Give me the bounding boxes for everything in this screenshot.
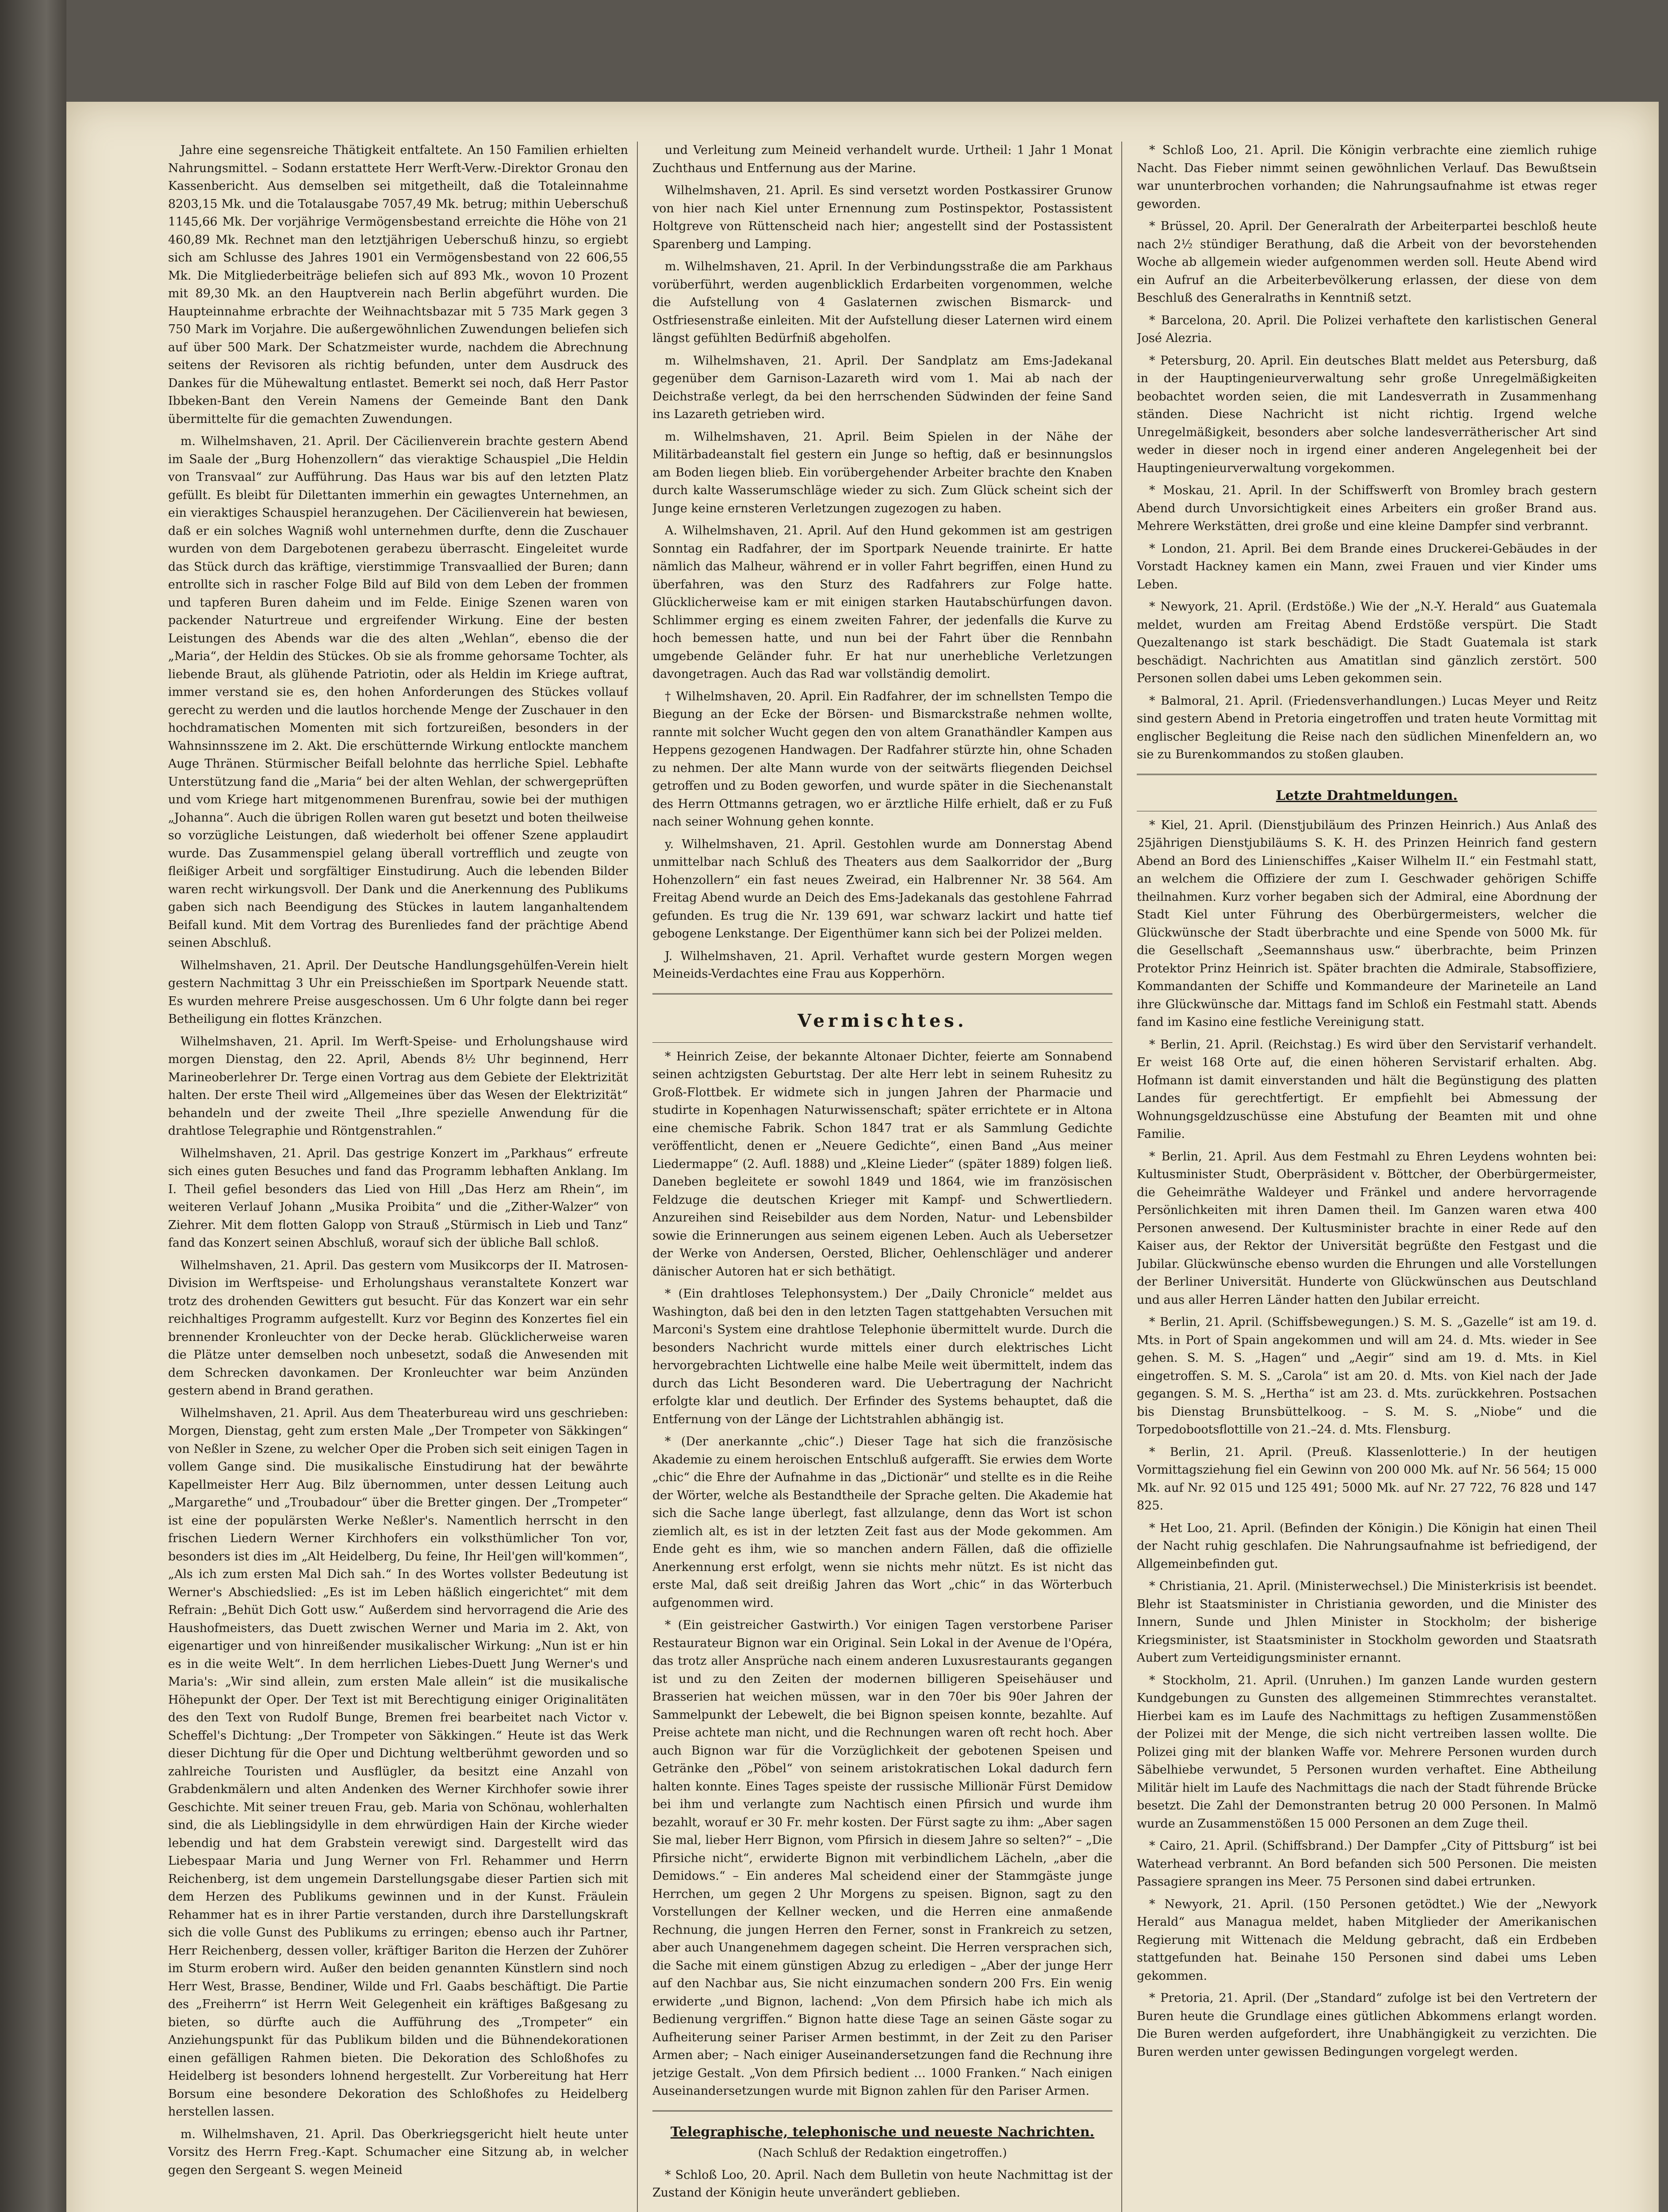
column-rule [637, 142, 638, 2212]
article-paragraph: * (Der anerkannte „chic“.) Dieser Tage hat sich die französische Akademie zu einem heroischen Entschluß aufgerafft. Sie erwies dem Worte „chic“ die Ehre der Aufnahme in das „Dictionär“ und stellte es in die Reihe der Wörter, welche als Bestandtheile der Sprache gelten. Die Akademie hat sich die Sache lange überlegt, fast allzulange, denn das Wort ist schon ziemlich alt, es ist in der letzten Zeit fast aus der Mode gekommen. Am Ende geht es ihm, wie so manchen andern Fällen, daß die offizielle Anerkennung erst erfolgt, wenn sie nichts mehr nützt. Es ist nicht das erste Mal, daß seit dreißig Jahren das Wort „chic“ in das Wörterbuch aufgenommen wird. [652, 1435, 1112, 1610]
article-paragraph: † Wilhelmshaven, 20. April. Ein Radfahrer, der im schnellsten Tempo die Biegung an der Ecke der Börsen- und Bismarckstraße nehmen wollte, rannte mit solcher Wucht gegen den von altem Granathändler Kampen aus Heppens gezogenen Handwagen. Der Radfahrer stürzte hin, ohne Schaden zu nehmen. Der alte Mann wurde von der seitwärts fliegenden Deichsel getroffen und zu Boden geworfen, und wurde später in die Siechenanstalt des Herrn Ottmanns getragen, wo er ärztliche Hilfe erhielt, daß er zu Fuß nach seiner Wohnung gehen konnte. [652, 689, 1112, 829]
article-paragraph: m. Wilhelmshaven, 21. April. In der Verbindungsstraße die am Parkhaus vorüberführt, werden augenblicklich Erdarbeiten vorgenommen, welche die Aufstellung von 4 Gaslaternen zwischen Bismarck- und Ostfriesenstraße einleiten. Mit der Aufstellung dieser Laternen wird einem längst gefühlten Bedürfniß abgeholfen. [652, 260, 1112, 345]
article-paragraph: m. Wilhelmshaven, 21. April. Der Cäcilienverein brachte gestern Abend im Saale der „Burg Hohenzollern“ das vieraktige Schauspiel „Die Heldin von Transvaal“ zur Aufführung. Das Haus war bis auf den letzten Platz gefüllt. Es bleibt für Dilettanten immerhin ein gewagtes Unternehmen, an ein vieraktiges Schauspiel heranzugehen. Der Cäcilienverein hat bewiesen, daß er ein solches Wagniß wohl unternehmen durfte, denn die Zuschauer wurden von dem Dargebotenen gerabezu überrascht. Eingeleitet wurde das Stück durch das kräftige, vierstimmige Transvaallied der Buren; dann entrollte sich in rascher Folge Bild auf Bild von dem Leben der frommen und tapferen Buren daheim und im Felde. Einige Szenen waren von packender Naturtreue und ergreifender Wirkung. Eine der besten Leistungen des Abends war die des alten „Wehlan“, ebenso die der „Maria“, der Heldin des Stückes. Ob sie als fromme gehorsame Tochter, als liebende Braut, als glühende Patriotin, oder als Heldin im Kriege auftrat, immer verstand sie es, den hohen Anforderungen des Stückes vollauf gerecht zu werden und die lautlos horchende Menge der Zuschauer in den hochdramatischen Momenten mit sich fortzureißen, besonders in der Wahnsinnsszene im 2. Akt. Die erschütternde Wirkung entlockte manchem Auge Thränen. Stürmischer Beifall belohnte das herrliche Spiel. Lebhafte Unterstützung fand die „Maria“ bei der alten Wehlan, der schwergeprüften und vom Kriege hart mitgenommenen Burenfrau, sowie bei der muthigen „Johanna“. Auch die übrigen Rollen waren gut besetzt und boten theilweise so vorzügliche Leistungen, daß wiederholt bei offener Szene applaudirt wurde. Das Zusammenspiel gelang überall vortrefflich und zeugte von fleißiger Arbeit und sorgfältiger Einstudirung. Auch die lebenden Bilder waren recht wirkungsvoll. Der Dank und die Anerkennung des Publikums gaben sich nach Beendigung des Stückes in lautem langanhaltendem Beifall kund. Mit dem Vortrag des Burenliedes fand der prächtige Abend seinen Abschluß. [168, 434, 628, 950]
article-paragraph: * Het Loo, 21. April. (Befinden der Königin.) Die Königin hat einen Theil der Nacht ruhig geschlafen. Die Nahrungsaufnahme ist befriedigend, der Allgemeinbefinden gut. [1137, 1521, 1597, 1571]
section-divider [652, 1042, 1112, 1043]
article-paragraph: * Berlin, 21. April. (Preuß. Klassenlotterie.) In der heutigen Vormittagsziehung fiel ein Gewinn von 200 000 Mk. auf Nr. 56 564; 15 000 Mk. auf Nr. 92 015 und 125 491; 5000 Mk. auf Nr. 27 722, 76 828 und 147 825. [1137, 1445, 1597, 1513]
article-paragraph: * Heinrich Zeise, der bekannte Altonaer Dichter, feierte am Sonnabend seinen achtzigsten Geburtstag. Der alte Herr lebt in seinem Ruhesitz zu Groß-Flottbek. Er widmete sich in jungen Jahren der Pharmacie und studirte in Kopenhagen Naturwissenschaft; später errichtete er in Altona eine chemische Fabrik. Schon 1847 trat er als Sammlung Gedichte veröffentlicht, denen er „Neuere Gedichte“, einen Band „Aus meiner Liedermappe“ (2. Aufl. 1888) und „Kleine Lieder“ (später 1889) folgen ließ. Daneben begleitete er sowohl 1849 und 1864, wie im französischen Feldzuge die deutschen Krieger mit Kampf- und Schwertliedern. Anzureihen sind Reisebilder aus dem Norden, Natur- und Lebensbilder sowie die Erinnerungen aus seinem eigenen Leben. Auch als Uebersetzer der Werke von Andersen, Oersted, Blicher, Oehlenschläger und anderer dänischer Autoren hat er sich bethätigt. [652, 1049, 1112, 1279]
article-paragraph: * Berlin, 21. April. (Schiffsbewegungen.) S. M. S. „Gazelle“ ist am 19. d. Mts. in Port of Spain angekommen und will am 24. d. Mts. wieder in See gehen. S. M. S. „Hagen“ und „Aegir“ sind am 19. d. Mts. in Kiel eingetroffen. S. M. S. „Carola“ ist am 20. d. Mts. von Kiel nach der Jade gegangen. S. M. S. „Hertha“ ist am 23. d. Mts. zurückkehren. Postsachen bis Dienstag Brunsbüttelkoog. – S. M. S. „Niobe“ und die Torpedobootsflottille von 21.–24. d. Mts. Flensburg. [1137, 1315, 1597, 1436]
section-divider [652, 993, 1112, 995]
article-paragraph: * London, 21. April. Bei dem Brande eines Druckerei-Gebäudes in der Vorstadt Hackney kamen ein Mann, zwei Frauen und vier Kinder ums Leben. [1137, 541, 1597, 591]
article-paragraph: y. Wilhelmshaven, 21. April. Gestohlen wurde am Donnerstag Abend unmittelbar nach Schluß des Theaters aus dem Saalkorridor der „Burg Hohenzollern“ ein fast neues Zweirad, ein Halbrenner Nr. 38 564. Am Freitag Abend wurde an Deich des Ems-Jadekanals das gestohlene Fahrrad gefunden. Es trug die Nr. 139 691, war schwarz lackirt und hatte tief gebogene Lenkstange. Der Eigenthümer kann sich bei der Polizei melden. [652, 837, 1112, 941]
column-right [1137, 142, 1597, 2212]
article-paragraph: Wilhelmshaven, 21. April. Der Deutsche Handlungsgehülfen-Verein hielt gestern Nachmittag 3 Uhr ein Preisschießen im Sportpark Neuende statt. Es wurden mehrere Preise ausgeschossen. Um 6 Uhr folgte dann bei reger Betheiligung ein flottes Kränzchen. [168, 958, 628, 1026]
article-paragraph: m. Wilhelmshaven, 21. April. Der Sandplatz am Ems-Jadekanal gegenüber dem Garnison-Lazareth wird vom 1. Mai ab nach der Deichstraße verlegt, da bei den herrschenden Südwinden der feine Sand ins Lazareth getrieben wird. [652, 353, 1112, 421]
article-paragraph: * Newyork, 21. April. (Erdstöße.) Wie der „N.-Y. Herald“ aus Guatemala meldet, wurden am Freitag Abend Erdstöße verspürt. Die Stadt Quezaltenango ist stark beschädigt. Die Stadt Guatemala ist stark beschädigt. Nachrichten aus Amatitlan sind gänzlich zerstört. 500 Personen sollen dabei ums Leben gekommen sein. [1137, 600, 1597, 685]
article-paragraph: * Moskau, 21. April. In der Schiffswerft von Bromley brach gestern Abend durch Unvorsichtigkeit eines Arbeiters ein großer Brand aus. Mehrere Werkstätten, drei große und eine kleine Dampfer sind verbrannt. [1137, 484, 1597, 533]
article-paragraph: * Barcelona, 20. April. Die Polizei verhaftete den karlistischen General José Alezria. [1137, 313, 1597, 345]
binding-edge [0, 0, 66, 2212]
section-divider [1137, 774, 1597, 775]
article-paragraph: * Berlin, 21. April. (Reichstag.) Es wird über den Servistarif verhandelt. Er weist 168 Orte auf, die einen höheren Servistarif erhalten. Abg. Hofmann ist damit einverstanden und hält die Begünstigung des platten Landes für gerechtfertigt. Er empfiehlt bei Abmessung der Wohnungsgeldzuschüsse eine Abstufung der Beamten mit und ohne Familie. [1137, 1037, 1597, 1141]
section-title-miscellaneous: Vermischtes. [798, 1010, 967, 1031]
article-paragraph: * Schloß Loo, 21. April. Die Königin verbrachte eine ziemlich ruhige Nacht. Das Fieber nimmt seinen gewöhnlichen Verlauf. Das Bewußtsein war ununterbrochen vorhanden; die Nahrungsaufnahme ist etwas reger geworden. [1137, 143, 1597, 211]
article-paragraph: * Stockholm, 21. April. (Unruhen.) Im ganzen Lande wurden gestern Kundgebungen zu Gunsten des allgemeinen Stimmrechtes veranstaltet. Hierbei kam es im Laufe des Nachmittags zu heftigen Zusammenstößen der Polizei mit der Menge, die sich nicht vertreiben lassen wollte. Die Polizei ging mit der blanken Waffe vor. Mehrere Personen wurden durch Säbelhiebe verwundet, 5 Personen wurden verhaftet. Eine Abtheilung Militär hielt im Laufe des Nachmittags die nach der Stadt führende Brücke besetzt. Die Zahl der Demonstranten betrug 20 000 Personen. In Malmö wurde an Zusammenstößen 15 000 Personen an dem Zuge theil. [1137, 1673, 1597, 1831]
article-paragraph: * (Ein geistreicher Gastwirth.) Vor einigen Tagen verstorbene Pariser Restaurateur Bignon war ein Original. Sein Lokal in der Avenue de l'Opéra, das trotz aller Ansprüche nach einem anderen Luxusrestaurants gegangen ist und zu den Zeiten der modernen billigeren Speisehäuser und Brasserien hat weichen müssen, war in den 70er bis 90er Jahren der Sammelpunkt der Lebewelt, die bei Bignon speisen konnte, bezahlte. Auf Preise achtete man nicht, und die Rechnungen waren oft recht hoch. Aber auch Bignon war für die Vorzüglichkeit der gebotenen Speisen und Getränke den „Pöbel“ von seinem aristokratischen Lokal dadurch fern halten konnte. Eines Tages speiste der russische Millionär Fürst Demidow bei ihm und verlangte zum Nachtisch einen Pfirsich und wurde ihm bezahlt, worauf er 30 Fr. mehr kosten. Der Fürst sagte zu ihm: „Aber sagen Sie mal, lieber Herr Bignon, vom Pfirsich in diesem Jahre so selten?“ – „Die Pfirsiche nicht“, erwiderte Bignon mit verbindlichem Lächeln, „aber die Demidows.“ – Ein anderes Mal scheidend einer der Stammgäste junge Herrchen, um gegen 2 Uhr Morgens zu speisen. Bignon, sagt zu den Vorstellungen der Kellner wecken, und die Herren eine anmaßende Rechnung, die jungen Herren den Ferner, sonst in Frankreich zu setzen, aber auch Unangenehmem dagegen scheint. Die Herren versprachen sich, die Sache mit einem günstigen Abzug zu erledigen – „Aber der junge Herr auf den Nachbar aus, Sie nicht einzumachen sondern 200 Frs. Ein wenig erwiderte „und Bignon, lachend: „Von dem Pfirsich habe ich mich als Bedienung vergriffen.“ Bignon hatte diese Tage an seinen Gäste sogar zu Aufheiterung seiner Pariser Armen bestimmt, in der Zeit zu den Pariser Armen aber; – Nach einiger Auseinandersetzungen fand die Rechnung ihre jetzige Gestalt. „Von dem Pfirsich bedient … 1000 Franken.“ Nach einigen Auseinandersetzungen wurde mit Bignon zahlen für den Pariser Armen. [652, 1618, 1112, 2098]
article-paragraph: * (Ein drahtloses Telephonsystem.) Der „Daily Chronicle“ meldet aus Washington, daß bei den in den letzten Tagen stattgehabten Versuchen mit Marconi's System eine drahtlose Telephonie übermittelt wurde. Durch die besonders Nachricht wurde mittels einer durch elektrisches Licht hervorgebrachten Lichtwelle eine halbe Meile weit übermittelt, indem das durch das Licht Besonderen ward. Die Uebertragung der Nachricht erfolgte klar und deutlich. Der Erfinder des Systems behauptet, daß die Entfernung von der Länge der Lichtstrahlen abhängig ist. [652, 1287, 1112, 1426]
article-paragraph: m. Wilhelmshaven, 21. April. Beim Spielen in der Nähe der Militärbadeanstalt fiel gestern ein Junge so heftig, daß er besinnungslos am Boden liegen blieb. Ein vorübergehender Arbeiter brachte den Knaben durch kalte Wasserumschläge wieder zu sich. Zum Glück scheint sich der Junge keine ernsteren Verletzungen zugezogen zu haben. [652, 430, 1112, 515]
article-paragraph: Wilhelmshaven, 21. April. Es sind versetzt worden Postkassirer Grunow von hier nach Kiel unter Ernennung zum Postinspektor, Postassistent Holtgreve von Rüttenscheid nach hier; angestellt sind der Postassistent Sparenberg und Lamping. [652, 184, 1112, 251]
article-paragraph: * Kiel, 21. April. (Dienstjubiläum des Prinzen Heinrich.) Aus Anlaß des 25jährigen Dienstjubiläums S. K. H. des Prinzen Heinrich fand gestern Abend an Bord des Linienschiffes „Kaiser Wilhelm II.“ ein Festmahl statt, an welchem die Offiziere der zum I. Geschwader gehörigen Schiffe theilnahmen. Kurz vorher begaben sich der Admiral, eine Abordnung der Stadt Kiel unter Führung des Oberbürgermeisters, welcher die Glückwünsche der Stadt überbrachte und eine Spende von 5000 Mk. für die Gesellschaft „Seemannshaus usw.“ überbrachte, beim Prinzen Protektor Prinz Heinrich ist. Später brachten die Admirale, Stabsoffiziere, Kommandanten der Schiffe und Kommandeure der Marineteile an Land ihre Glückwünsche dar. Mittags fand im Schloß ein Festmahl statt. Abends fand im Kasino eine festliche Vereinigung statt. [1137, 818, 1597, 1029]
article-paragraph: Wilhelmshaven, 21. April. Aus dem Theaterbureau wird uns geschrieben: Morgen, Dienstag, geht zum ersten Male „Der Trompeter von Säkkingen“ von Neßler in Szene, zu welcher Oper die Proben sich seit einigen Tagen in vollem Gange sind. Die musikalische Einstudirung hat der bewährte Kapellmeister Herr Aug. Bilz übernommen, unter dessen Leitung auch „Margarethe“ und „Troubadour“ über die Bretter gingen. Der „Trompeter“ ist eine der populärsten Werke Neßler's. Namentlich herrscht in den frischen Liedern Werner Kirchhofers ein volksthümlicher Ton vor, besonders ist dies im „Alt Heidelberg, Du feine, Ihr Heil'gen will'kommen“, „Als ich zum ersten Mal Dich sah.“ In des Wortes vollster Bedeutung ist Werner's Abschiedslied: „Es ist im Leben häßlich eingerichtet“ mit dem Refrain: „Behüt Dich Gott usw.“ Außerdem sind hervorragend die Arie des Haushofmeisters, das Duett zwischen Werner und Maria im 2. Akt, von eigenartiger und von hinreißender musikalischer Wirkung: „Nun ist er hin es in die weite Welt“. In dem herrlichen Liebes-Duett Jung Werner's und Maria's: „Wir sind allein, zum ersten Male allein“ ist die musikalische Höhepunkt der Oper. Der Text ist mit Berechtigung einiger Originalitäten des den Text von Rudolf Bunge, Bremen frei bearbeitet nach Victor v. Scheffel's Dichtung: „Der Trompeter von Säkkingen.“ Heute ist das Werk dieser Dichtung für die Oper und Dichtung weltberühmt geworden und so zahlreiche Touristen und Ausflügler, da besitzt eine Anzahl von Grabdenkmälern und alten Andenken des Werner Kirchhofer sowie ihrer Geschichte. Mit seiner treuen Frau, geb. Maria von Schönau, wohlerhalten sind, die als Lieblingsidylle in dem ehrwürdigen Hain der Kirche wieder lebendig und hat dem Grabstein verewigt sind. Dargestellt wird das Liebespaar Maria und Jung Werner von Frl. Rehammer und Herrn Reichenberg, ist dem ungemein Darstellungsgabe dieser Partien sich mit dem Herzen des Publikums gewinnen und in der Kunst. Fräulein Rehammer hat es in ihrer Partie verstanden, durch ihre Darstellungskraft sich die volle Gunst des Publikums zu erringen; ebenso auch ihr Partner, Herr Reichenberg, dessen voller, kräftiger Bariton die Herzen der Zuhörer im Sturm erobern wird. Außer den beiden genannten Künstlern sind noch Herr West, Brasse, Bendiner, Wilde und Frl. Gaabs beschäftigt. Die Partie des „Freiherrn“ ist Herrn Weit Gelegenheit ein kräftiges Baßgesang zu bieten, so dürfte auch die Aufführung des „Trompeter“ ein Anziehungspunkt für das Publikum bilden und die Bühnendekorationen einen gefälligen Rahmen bieten. Die Dekoration des Schloßhofes zu Heidelberg ist besonders lohnend hergestellt. Zur Vorbereitung hat Herr Borsum eine besondere Dekoration des Schloßhofes zu Heidelberg herstellen lassen. [168, 1406, 628, 2119]
article-paragraph: A. Wilhelmshaven, 21. April. Auf den Hund gekommen ist am gestrigen Sonntag ein Radfahrer, der im Sportpark Neuende trainirte. Er hatte nämlich das Malheur, während er in voller Fahrt begriffen, einen Hund zu überfahren, was den Sturz des Radfahrers zur Folge hatte. Glücklicherweise kam er mit einigen starken Hautabschürfungen davon. Schlimmer erging es einem zweiten Fahrer, der jedenfalls die Kurve zu hoch bemessen hatte, und nun bei der Fahrt über die Rennbahn umgebende Geländer fuhr. Er hat nur unerhebliche Verletzungen davongetragen. Auch das Rad war vollständig demolirt. [652, 524, 1112, 681]
article-paragraph: * Balmoral, 21. April. (Friedensverhandlungen.) Lucas Meyer und Reitz sind gestern Abend in Pretoria eingetroffen und traten heute Vormittag mit englischer Begleitung die Reise nach den südlichen Minenfeldern an, wo sie zu Burenkommandos zu stoßen glauben. [1137, 694, 1597, 761]
article-paragraph: Jahre eine segensreiche Thätigkeit entfaltete. An 150 Familien erhielten Nahrungsmittel. – Sodann erstattete Herr Werft-Verw.-Direktor Gronau den Kassenbericht. Aus demselben sei mitgetheilt, daß die Totaleinnahme 8203,15 Mk. und die Totalausgabe 7057,49 Mk. betrug; mithin Ueberschuß 1145,66 Mk. Der vorjährige Vermögensbestand erreichte die Höhe von 21 460,89 Mk. Rechnet man den letztjährigen Ueberschuß hinzu, so ergiebt sich am Schlusse des Jahres 1901 ein Vermögensbestand von 22 606,55 Mk. Die Mitgliederbeiträge beliefen sich auf 893 Mk., wovon 10 Prozent mit 89,30 Mk. an den Hauptverein nach Berlin abgeführt wurden. Die Haupteinnahme erbrachte der Weihnachtsbazar mit 5 735 Mark gegen 3 750 Mark im Vorjahre. Die außergewöhnlichen Zuwendungen beliefen sich auf über 500 Mark. Der Schatzmeister wurde, nachdem die Abrechnung seitens der Revisoren als richtig befunden, unter dem Ausdruck des Dankes für die Mühewaltung entlastet. Bemerkt sei noch, daß Herr Pastor Ibbeken-Bant den Verein Namens der Gemeinde Bant den Dank übermittelte für die gemachten Zuwendungen. [168, 143, 628, 426]
article-paragraph: Wilhelmshaven, 21. April. Das gestern vom Musikcorps der II. Matrosen-Division im Werftspeise- und Erholungshaus veranstaltete Konzert war trotz des drohenden Gewitters gut besucht. Für das Konzert war ein sehr reichhaltiges Programm aufgestellt. Kurz vor Beginn des Konzertes fiel ein brennender Kronleuchter von der Decke herab. Glücklicherweise waren die Plätze unter demselben noch unbesetzt, sodaß die Anwesenden mit dem Schrecken davonkamen. Der Kronleuchter war beim Anzünden gestern abend in Brand gerathen. [168, 1258, 628, 1398]
article-paragraph: * Brüssel, 20. April. Der Generalrath der Arbeiterpartei beschloß heute nach 2½ stündiger Berathung, daß die Arbeit von der bevorstehenden Woche ab allgemein wieder aufgenommen werden soll. Heute Abend wird ein Aufruf an die Arbeiterbevölkerung erlassen, der diese von dem Beschluß des Generalraths in Kenntniß setzt. [1137, 219, 1597, 305]
article-paragraph: * Newyork, 21. April. (150 Personen getödtet.) Wie der „Newyork Herald“ aus Managua meldet, haben Mitglieder der Amerikanischen Regierung mit Wittenach die Meldung gebracht, daß ein Erdbeben stattgefunden hat. Beinahe 150 Personen sind dabei ums Leben gekommen. [1137, 1897, 1597, 1983]
column-rule [1121, 142, 1122, 2212]
section-subtitle: (Nach Schluß der Redaktion eingetroffen.) [758, 2146, 1007, 2160]
article-paragraph: und Verleitung zum Meineid verhandelt wurde. Urtheil: 1 Jahr 1 Monat Zuchthaus und Entfernung aus der Marine. [652, 143, 1112, 175]
column-left [168, 142, 628, 2212]
newspaper-page [66, 102, 1659, 2212]
section-title-telegrams: Telegraphische, telephonische und neueste Nachrichten. [670, 2124, 1095, 2140]
section-divider [652, 2110, 1112, 2112]
article-paragraph: * Schloß Loo, 20. April. Nach dem Bulletin von heute Nachmittag ist der Zustand der Königin heute unverändert geblieben. [652, 2168, 1112, 2200]
article-paragraph: J. Wilhelmshaven, 21. April. Verhaftet wurde gestern Morgen wegen Meineids-Verdachtes eine Frau aus Kopperhörn. [652, 949, 1112, 981]
article-paragraph: * Pretoria, 21. April. (Der „Standard“ zufolge ist bei den Vertretern der Buren heute die Grundlage eines gütlichen Abkommens erlangt worden. Die Buren werden aufgefordert, ihre Unabhängigkeit zu verzichten. Die Buren werden unter gewissen Bedingungen vorgelegt werden. [1137, 1991, 1597, 2059]
article-paragraph: * Berlin, 21. April. Aus dem Festmahl zu Ehren Leydens wohnten bei: Kultusminister Studt, Oberpräsident v. Böttcher, der Oberbürgermeister, die Geheimräthe Waldeyer und Fränkel und andere hervorragende Persönlichkeiten mit ihren Damen theil. Im Ganzen waren etwa 400 Personen anwesend. Der Kultusminister brachte in einer Rede auf den Kaiser aus, der Rektor der Universität begrüßte den Festgast und die Jubilar. Glückwünsche ebenso wurden die Ehrungen und alle Vorstellungen der Berliner Universität. Hunderte von Glückwünschen aus Deutschland und aus aller Herren Länder hatten den Jubilar erreicht. [1137, 1149, 1597, 1307]
article-paragraph: Wilhelmshaven, 21. April. Das gestrige Konzert im „Parkhaus“ erfreute sich eines guten Besuches und fand das Programm lebhaften Anklang. Im I. Theil gefiel besonders das Lied von Hill „Das Herz am Rhein“, im weiteren Verlauf Johann „Musika Proibita“ und die „Zither-Walzer“ von Ziehrer. Mit dem flotten Galopp von Strauß „Stürmisch in Lieb und Tanz“ fand das Konzert seinen Abschluß, worauf sich der übliche Ball schloß. [168, 1146, 628, 1250]
article-paragraph: * Cairo, 21. April. (Schiffsbrand.) Der Dampfer „City of Pittsburg“ ist bei Waterhead verbrannt. An Bord befanden sich 500 Personen. Die meisten Passagiere sprangen ins Meer. 75 Personen sind dabei ertrunken. [1137, 1839, 1597, 1889]
article-paragraph: m. Wilhelmshaven, 21. April. Das Oberkriegsgericht hielt heute unter Vorsitz des Herrn Freg.-Kapt. Schumacher eine Sitzung ab, in welcher gegen den Sergeant S. wegen Meineid [168, 2127, 628, 2177]
column-middle [652, 142, 1112, 2212]
section-title-latest-wires: Letzte Drahtmeldungen. [1276, 787, 1458, 803]
article-paragraph: * Christiania, 21. April. (Ministerwechsel.) Die Ministerkrisis ist beendet. Blehr ist Staatsminister in Christiania geworden, und die Minister des Innern, Sunde und Jhlen Minister in Stockholm; der bisherige Kriegsminister, ist Staatsminister in Stockholm geworden und Staatsrath Aubert zum Verteidigungsminister ernannt. [1137, 1579, 1597, 1665]
article-paragraph: Wilhelmshaven, 21. April. Im Werft-Speise- und Erholungshause wird morgen Dienstag, den 22. April, Abends 8½ Uhr beginnend, Herr Marineoberlehrer Dr. Terge einen Vortrag aus dem Gebiete der Elektrizität halten. Der erste Theil wird „Allgemeines über das Wesen der Elektrizität“ behandeln und der zweite Theil „Ihre spezielle Anwendung für die drahtlose Telegraphie und Röntgenstrahlen.“ [168, 1034, 628, 1138]
article-paragraph: * Petersburg, 20. April. Ein deutsches Blatt meldet aus Petersburg, daß in der Hauptingenieurverwaltung sehr große Unregelmäßigkeiten beobachtet worden seien, die mit Landesverrath in Zusammenhang ständen. Diese Nachricht ist nicht richtig. Irgend welche Unregelmäßigkeit, besonders aber solche landesverrätherischer Art sind weder in dieser noch in irgend einer anderen Angelegenheit bei der Hauptingenieurverwaltung vorgekommen. [1137, 353, 1597, 475]
